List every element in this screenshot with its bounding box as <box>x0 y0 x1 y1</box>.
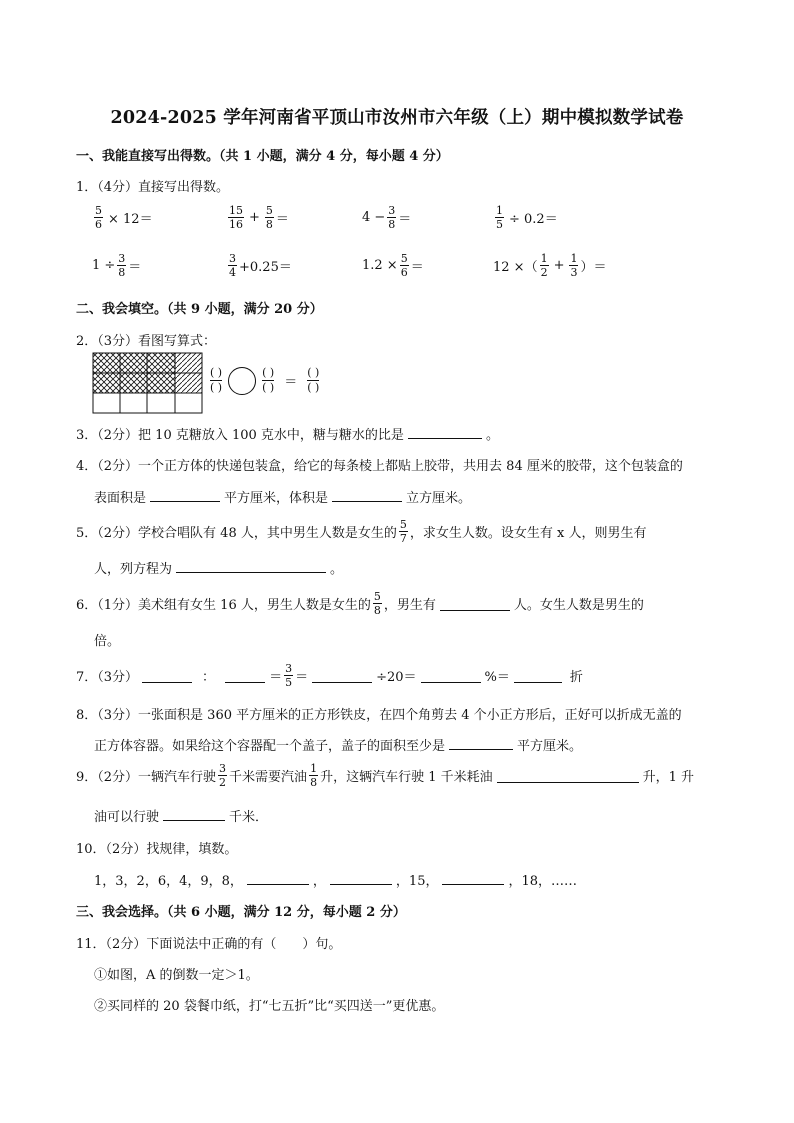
answer-blank[interactable] <box>247 871 309 885</box>
answer-blank[interactable] <box>449 736 513 750</box>
calc-item-h: 12 ×（ $\frac{1}{2}$ + $\frac{1}{3}$ ）＝ <box>493 252 607 279</box>
answer-blank[interactable] <box>442 871 504 885</box>
calc-item-c: 4 − $\frac{3}{8}$ ＝ <box>362 204 412 231</box>
fraction: $\frac{1}{5}$ <box>496 204 503 231</box>
calc-item-e: 1 ÷ $\frac{3}{8}$ ＝ <box>92 252 142 279</box>
question-5-line-2: 人，列方程为 。 <box>94 558 343 577</box>
fraction: $\frac{3}{8}$ <box>388 204 396 231</box>
fraction-grid-figure <box>92 352 204 414</box>
question-11-heading: 11．（2分）下面说法中正确的有（ ）句。 <box>76 937 342 952</box>
fraction: $\frac{5}{7}$ <box>399 518 407 545</box>
question-11-option-1: ①如图，A 的倒数一定＞1。 <box>94 968 259 983</box>
page-title: 2024-2025 学年河南省平顶山市汝州市六年级（上）期中模拟数学试卷 <box>110 108 684 128</box>
fraction: $\frac{3}{5}$ <box>285 662 293 689</box>
answer-blank[interactable] <box>225 669 265 683</box>
question-4-line-2: 表面积是 平方厘米，体积是 立方厘米。 <box>94 487 471 506</box>
fraction: $\frac{3}{2}$ <box>219 762 227 789</box>
fraction: $\frac{3}{4}$ <box>229 252 236 279</box>
blank-fraction[interactable]: $\frac{( )}{( )}$ <box>262 366 275 394</box>
fraction: $\frac{1}{3}$ <box>570 252 578 279</box>
answer-blank[interactable] <box>150 488 220 502</box>
fraction: $\frac{15}{16}$ <box>229 204 243 231</box>
section-1-heading: 一、我能直接写出得数。（共 1 小题，满分 4 分，每小题 4 分） <box>76 149 449 164</box>
answer-blank[interactable] <box>514 669 562 683</box>
fraction: $\frac{5}{8}$ <box>265 204 273 231</box>
question-9-line-2: 油可以行驶 千米． <box>94 806 268 825</box>
fraction: $\frac{3}{8}$ <box>118 252 126 279</box>
calc-item-d: $\frac{1}{5}$ ÷ 0.2＝ <box>496 204 558 231</box>
question-10-sequence: 1，3，2，6，4，9，8， ， ，15， ，18，…… <box>94 870 577 889</box>
question-5-line-1: 5．（2分）学校合唱队有 48 人，其中男生人数是女生的 $\frac{5}{7}$ ，求女生人数。设女生有 x 人，则男生有 <box>76 518 647 545</box>
fraction: $\frac{5}{8}$ <box>373 590 381 617</box>
fraction: $\frac{1}{8}$ <box>310 762 318 789</box>
answer-blank[interactable] <box>440 597 510 611</box>
answer-blank[interactable] <box>332 488 402 502</box>
answer-blank[interactable] <box>312 669 372 683</box>
blank-fraction[interactable]: $\frac{( )}{( )}$ <box>210 366 223 394</box>
answer-blank[interactable] <box>176 559 326 573</box>
calc-item-a: $\frac{5}{6}$ × 12＝ <box>95 204 153 231</box>
calc-item-f: $\frac{3}{4}$ +0.25＝ <box>229 252 292 279</box>
fraction: $\frac{1}{2}$ <box>540 252 548 279</box>
question-10-heading: 10．（2分）找规律，填数。 <box>76 842 238 857</box>
answer-blank[interactable] <box>421 669 481 683</box>
answer-blank[interactable] <box>330 871 392 885</box>
calc-item-b: $\frac{15}{16}$ + $\frac{5}{8}$ ＝ <box>229 204 289 231</box>
operator-circle-blank[interactable] <box>228 367 256 395</box>
question-4-line-1: 4．（2分）一个正方体的快递包装盒，给它的每条棱上都贴上胶带，共用去 84 厘米的胶带，这个包装盒的 <box>76 459 683 474</box>
question-8-line-1: 8．（3分）一张面积是 360 平方厘米的正方形铁皮，在四个角剪去 4 个小正方形后，正好可以折成无盖的 <box>76 708 682 723</box>
calc-item-g: 1.2 × $\frac{5}{6}$ ＝ <box>362 252 424 279</box>
question-7: 7．（3分） ： ＝ $\frac{3}{5}$ ＝ ÷20＝ %＝ 折 <box>76 662 583 689</box>
section-3-heading: 三、我会选择。（共 6 小题，满分 12 分，每小题 2 分） <box>76 905 406 920</box>
question-2-heading: 2．（3分）看图写算式： <box>76 334 217 349</box>
question-6-line-1: 6．（1分）美术组有女生 16 人，男生人数是女生的 $\frac{5}{8}$ ，男生有 人。女生人数是男生的 <box>76 590 644 617</box>
question-9-line-1: 9．（2分）一辆汽车行驶 $\frac{3}{2}$ 千米需要汽油 $\frac{1}{8}$ 升，这辆汽车行驶 1 千米耗油 升，1 升 <box>76 762 695 789</box>
answer-blank[interactable] <box>497 769 639 783</box>
answer-blank[interactable] <box>142 669 192 683</box>
question-1-heading: 1．（4分）直接写出得数。 <box>76 180 230 195</box>
answer-blank[interactable] <box>163 807 225 821</box>
fraction: $\frac{5}{6}$ <box>400 252 408 279</box>
question-8-line-2: 正方体容器。如果给这个容器配一个盖子，盖子的面积至少是 平方厘米。 <box>94 735 582 754</box>
answer-blank[interactable] <box>408 425 482 439</box>
fraction: $\frac{5}{6}$ <box>95 204 102 231</box>
section-2-heading: 二、我会填空。（共 9 小题，满分 20 分） <box>76 302 323 317</box>
question-3: 3．（2分）把 10 克糖放入 100 克水中，糖与糖水的比是 。 <box>76 424 499 443</box>
question-2-expression: $\frac{( )}{( )}$ $\frac{( )}{( )}$ ＝ $\frac{( )}{( )}$ <box>210 366 320 394</box>
question-6-line-2: 倍。 <box>94 634 121 649</box>
question-11-option-2: ②买同样的 20 袋餐巾纸，打“七五折”比“买四送一”更优惠。 <box>94 999 445 1014</box>
blank-fraction[interactable]: $\frac{( )}{( )}$ <box>307 366 320 394</box>
